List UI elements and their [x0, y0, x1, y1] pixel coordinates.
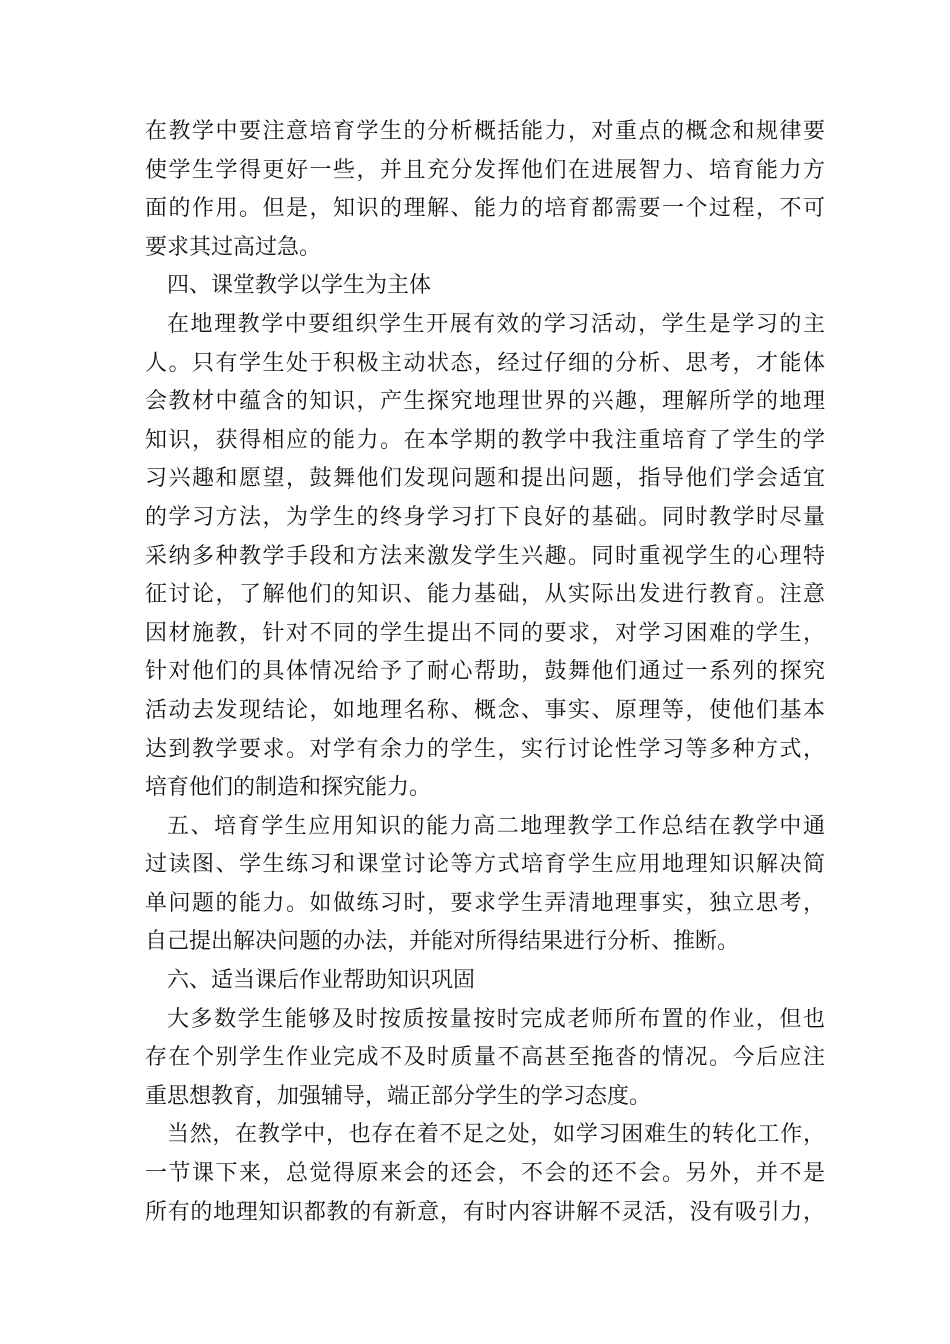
text-line: 征讨论，了解他们的知识、能力基础，从实际出发进行教育。注意 — [145, 582, 825, 608]
text-line: 存在个别学生作业完成不及时质量不高甚至拖沓的情况。今后应注 — [145, 1045, 825, 1071]
text-line: 单问题的能力。如做练习时，要求学生弄清地理事实，独立思考， — [145, 890, 825, 916]
text-line: 活动去发现结论，如地理名称、概念、事实、原理等，使他们基本 — [145, 697, 825, 723]
text-line: 所有的地理知识都教的有新意，有时内容讲解不灵活，没有吸引力， — [145, 1199, 825, 1225]
text-line: 培育他们的制造和探究能力。 — [145, 775, 432, 801]
text-line: 因材施教，针对不同的学生提出不同的要求，对学习困难的学生， — [145, 620, 825, 646]
text-line: 重思想教育，加强辅导，端正部分学生的学习态度。 — [145, 1083, 652, 1109]
text-line: 五、培育学生应用知识的能力高二地理教学工作总结在教学中通 — [167, 813, 825, 839]
text-line: 习兴趣和愿望，鼓舞他们发现问题和提出问题，指导他们学会适宜 — [145, 466, 825, 492]
text-line: 大多数学生能够及时按质按量按时完成老师所布置的作业，但也 — [167, 1006, 825, 1032]
text-line: 要求其过高过急。 — [145, 234, 322, 260]
text-line: 会教材中蕴含的知识，产生探究地理世界的兴趣，理解所学的地理 — [145, 389, 825, 415]
text-line: 六、适当课后作业帮助知识巩固 — [167, 968, 476, 994]
text-line: 使学生学得更好一些，并且充分发挥他们在进展智力、培育能力方 — [145, 157, 825, 183]
text-line: 采纳多种教学手段和方法来激发学生兴趣。同时重视学生的心理特 — [145, 543, 825, 569]
text-line: 在教学中要注意培育学生的分析概括能力，对重点的概念和规律要 — [145, 119, 825, 144]
text-line: 达到教学要求。对学有余力的学生，实行讨论性学习等多种方式， — [145, 736, 825, 762]
text-line: 知识，获得相应的能力。在本学期的教学中我注重培育了学生的学 — [145, 427, 825, 453]
text-line: 过读图、学生练习和课堂讨论等方式培育学生应用地理知识解决简 — [145, 852, 825, 878]
text-line: 当然，在教学中，也存在着不足之处，如学习困难生的转化工作， — [167, 1122, 825, 1148]
text-line: 一节课下来，总觉得原来会的还会，不会的还不会。另外，并不是 — [145, 1161, 825, 1187]
text-line: 面的作用。但是，知识的理解、能力的培育都需要一个过程，不可 — [145, 196, 825, 222]
text-line: 人。只有学生处于积极主动状态，经过仔细的分析、思考，才能体 — [145, 350, 825, 376]
text-line: 自己提出解决问题的办法，并能对所得结果进行分析、推断。 — [145, 929, 740, 955]
text-line: 的学习方法，为学生的终身学习打下良好的基础。同时教学时尽量 — [145, 504, 825, 530]
body-text — [145, 113, 825, 1232]
text-line: 四、课堂教学以学生为主体 — [167, 273, 432, 299]
text-line: 在地理教学中要组织学生开展有效的学习活动，学生是学习的主 — [167, 311, 825, 337]
text-line: 针对他们的具体情况给予了耐心帮助，鼓舞他们通过一系列的探究 — [145, 659, 825, 685]
